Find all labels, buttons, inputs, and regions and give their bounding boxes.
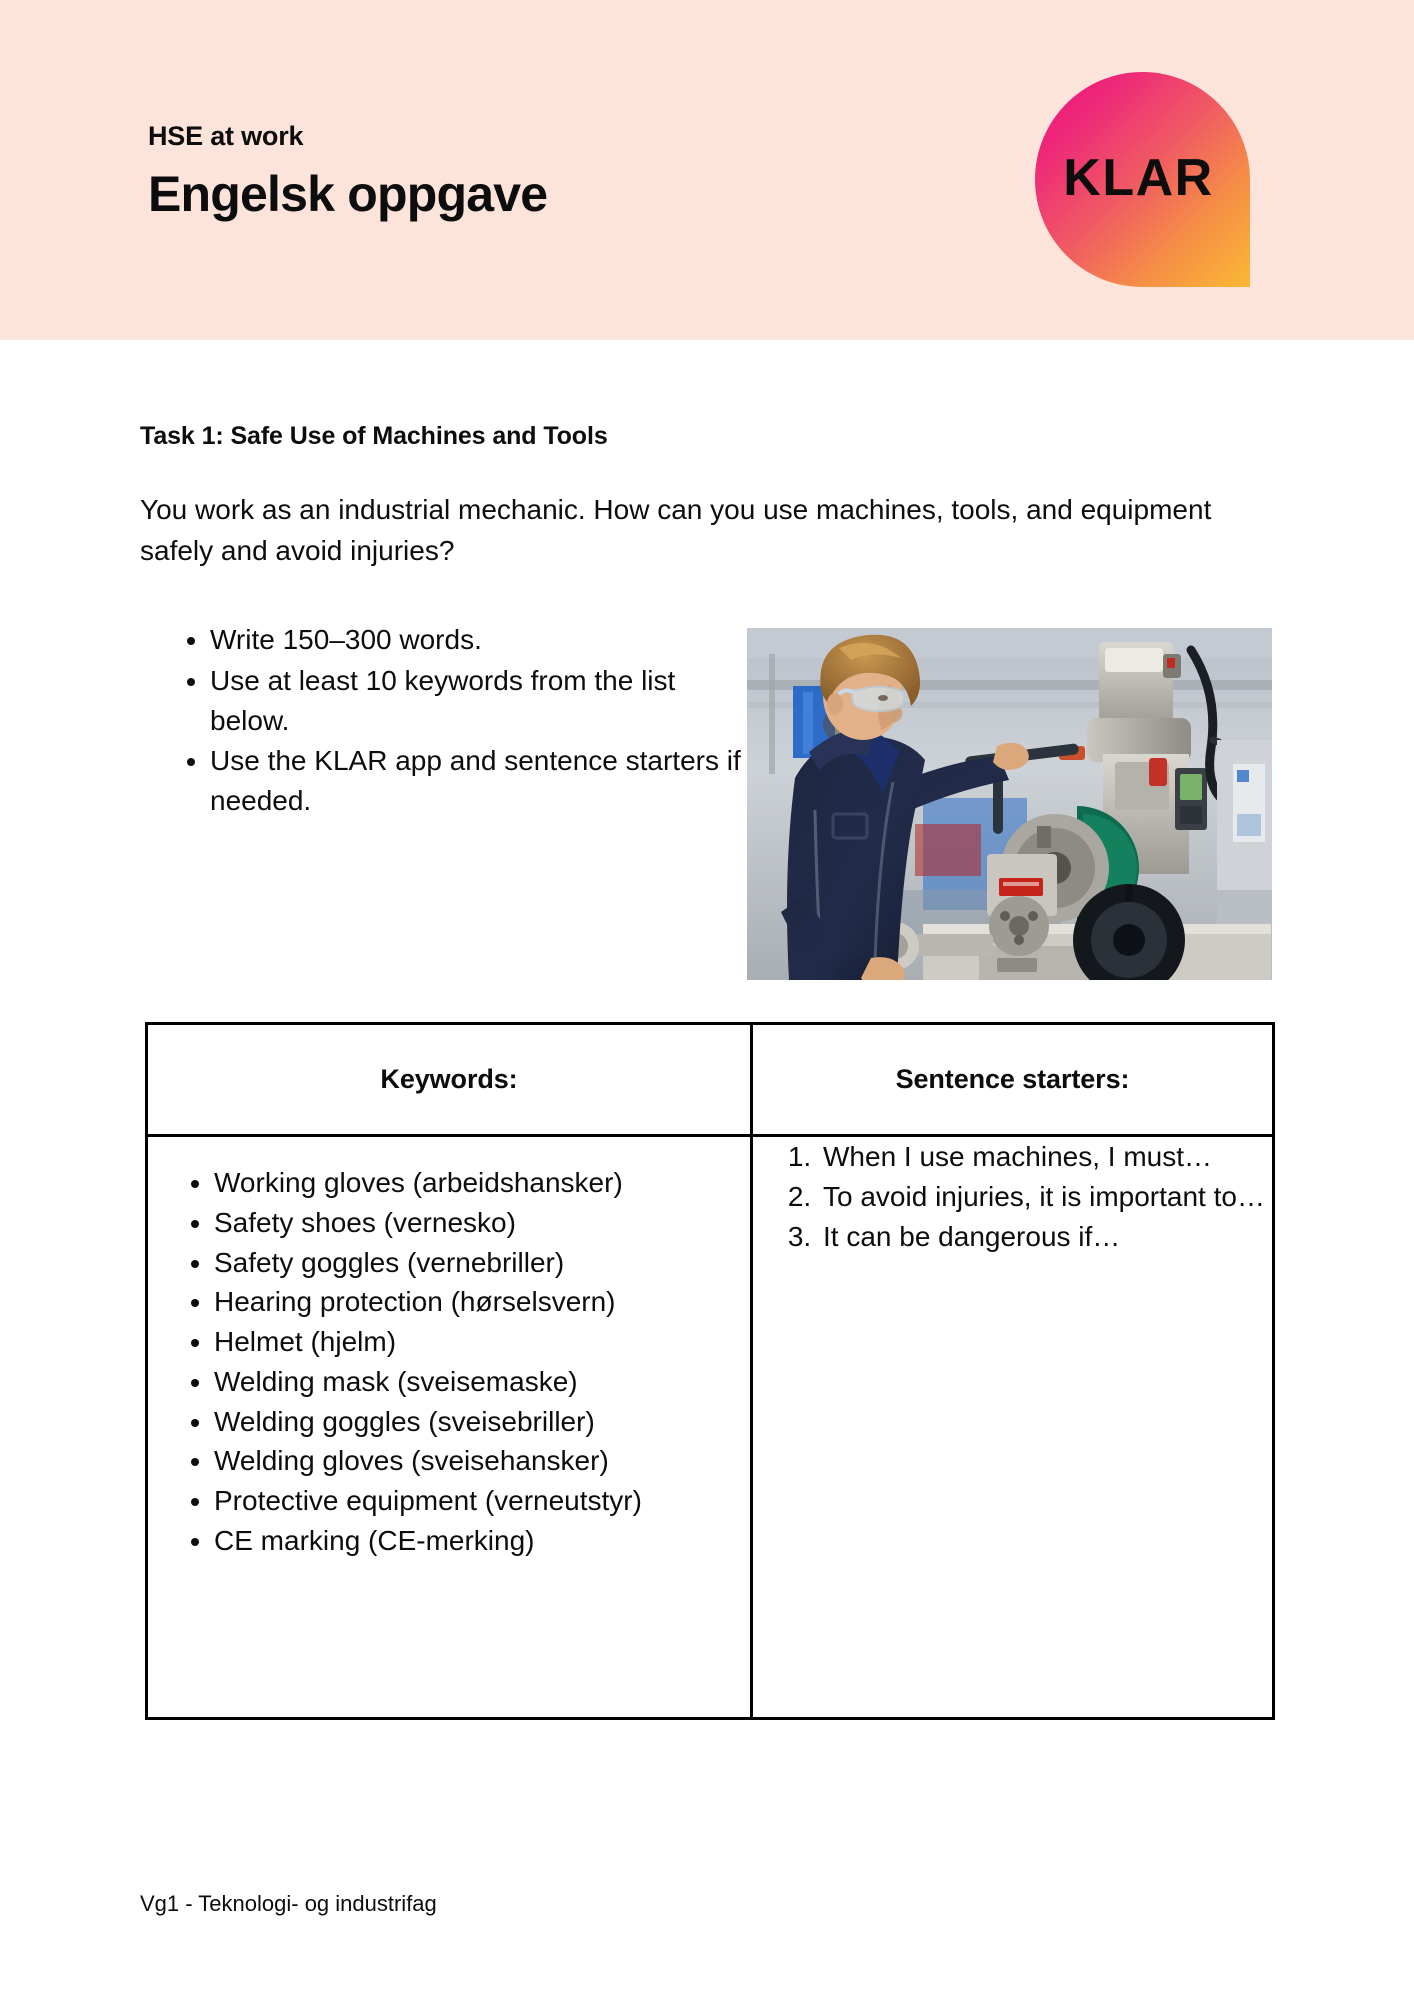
klar-logo (1035, 72, 1250, 287)
instruction-list (166, 620, 746, 822)
task-intro-paragraph: You work as an industrial mechanic. How can you use machines, tools, and equipment safely and avoid injuries? (140, 494, 1212, 566)
task-heading: Task 1: Safe Use of Machines and Tools (140, 422, 608, 450)
header-eyebrow: HSE at work (148, 121, 304, 151)
sentence-starters-cell (752, 1136, 1274, 1719)
column-header-sentence-starters: Sentence starters: (752, 1024, 1274, 1136)
list-item: • Safety goggles (vernebriller) (214, 1243, 732, 1283)
list-item: • Hearing protection (hørselsvern) (214, 1282, 732, 1322)
footer-text: Vg1 - Teknologi- og industrifag (140, 1891, 437, 1916)
keywords-list (166, 1163, 732, 1561)
list-item: • Welding mask (sveisemaske) (214, 1362, 732, 1402)
list-item: • CE marking (CE-merking) (214, 1521, 732, 1561)
workshop-photo (747, 628, 1272, 980)
list-item: • Use the KLAR app and sentence starters if needed. (210, 741, 746, 821)
keywords-table (145, 1022, 1275, 1720)
list-item: • Use at least 10 keywords from the list below. (210, 661, 746, 741)
header-text-group (148, 120, 547, 224)
klar-logo-wordmark: KLAR (1063, 148, 1214, 207)
keywords-cell-body (148, 1137, 750, 1717)
page-title: Engelsk oppgave (148, 166, 548, 223)
list-item: 2. To avoid injuries, it is important to… (819, 1177, 1272, 1217)
list-item: 1. When I use machines, I must… (819, 1137, 1272, 1177)
list-item: • Safety shoes (vernesko) (214, 1203, 732, 1243)
keywords-cell (147, 1136, 752, 1719)
list-item: • Welding goggles (sveisebriller) (214, 1402, 732, 1442)
sentence-starters-list (753, 1137, 1272, 1256)
list-item: • Write 150–300 words. (210, 620, 746, 660)
sentence-starters-cell-body (753, 1137, 1272, 1256)
list-item: • Welding gloves (sveisehansker) (214, 1441, 732, 1481)
list-item: 3. It can be dangerous if… (819, 1217, 1272, 1257)
table-header-row (147, 1024, 1274, 1136)
column-header-keywords: Keywords: (147, 1024, 752, 1136)
header-band (0, 0, 1414, 340)
workshop-photo-illustration (747, 628, 1272, 980)
table-row (147, 1136, 1274, 1719)
list-item: • Protective equipment (verneutstyr) (214, 1481, 732, 1521)
list-item: • Helmet (hjelm) (214, 1322, 732, 1362)
list-item: • Working gloves (arbeidshansker) (214, 1163, 732, 1203)
